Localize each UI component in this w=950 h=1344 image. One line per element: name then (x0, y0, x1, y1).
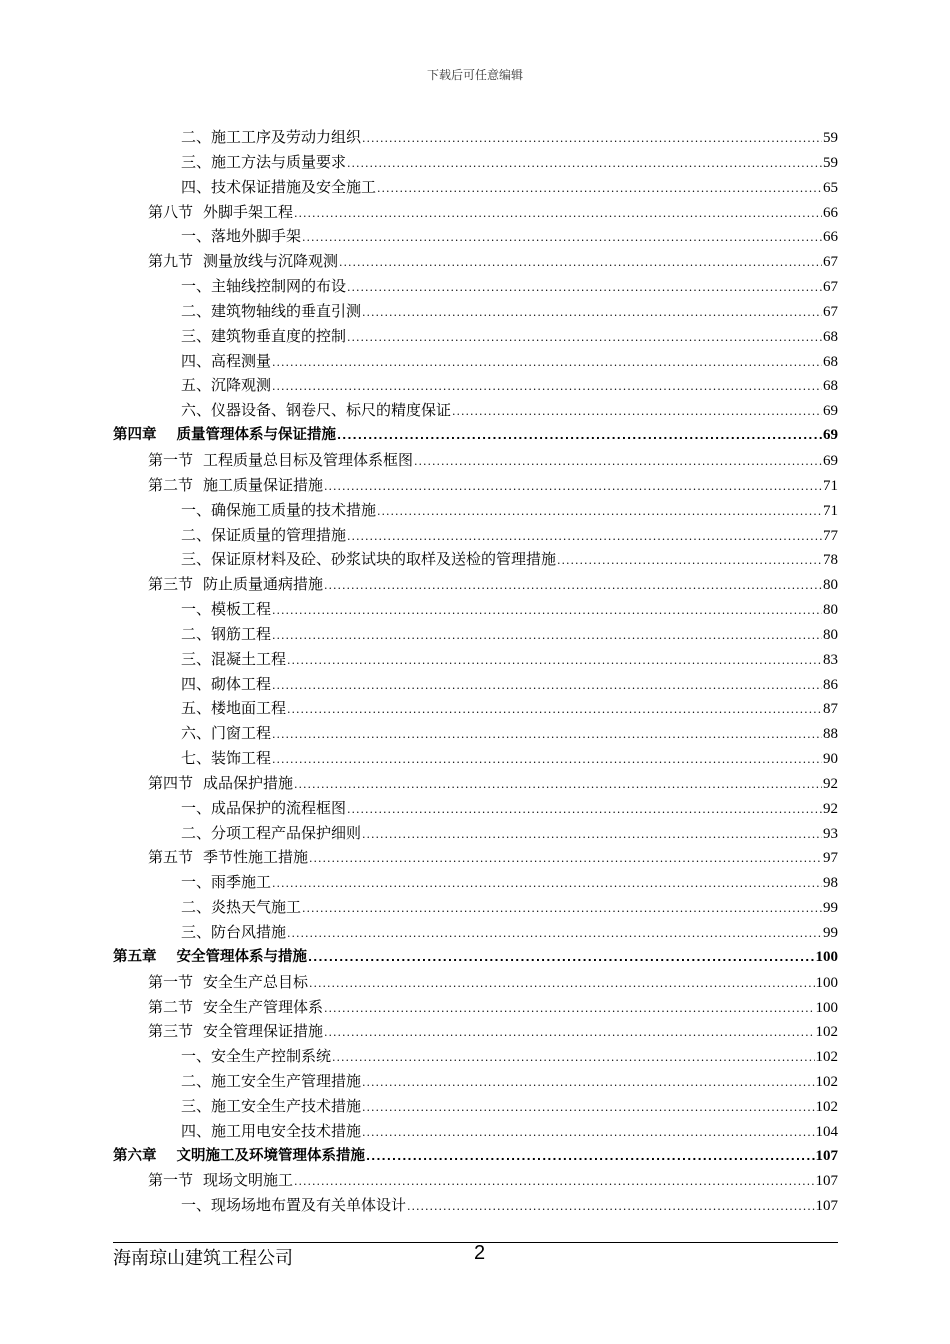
toc-entry-title (181, 324, 346, 349)
toc-entry-section[interactable] (113, 845, 838, 870)
toc-dot-leader (362, 1071, 814, 1096)
toc-entry-text: 雨季施工 (211, 873, 272, 892)
toc-entry-title (181, 696, 286, 721)
toc-dot-leader (272, 375, 822, 400)
toc-entry-item[interactable] (113, 1193, 838, 1218)
toc-entry-item[interactable] (113, 796, 838, 821)
toc-entry-number: 一、 (181, 798, 212, 817)
toc-entry-title (181, 349, 271, 374)
toc-entry-text: 施工用电安全技术措施 (211, 1121, 362, 1140)
toc-entry-number: 三、 (181, 649, 212, 668)
toc-entry-title (181, 498, 376, 523)
toc-entry-number: 二、 (181, 898, 212, 917)
toc-entry-text: 技术保证措施及安全施工 (211, 177, 377, 196)
toc-entry-item[interactable] (113, 547, 838, 572)
toc-entry-number: 三、 (181, 1096, 212, 1115)
toc-entry-item[interactable] (113, 299, 838, 324)
toc-dot-leader (339, 251, 822, 276)
toc-entry-number: 一、 (181, 227, 212, 246)
toc-entry-page: 66 (823, 229, 838, 246)
toc-entry-number: 一、 (181, 1196, 212, 1215)
toc-entry-text: 建筑物轴线的垂直引测 (211, 301, 362, 320)
toc-entry-item[interactable] (113, 274, 838, 299)
toc-entry-item[interactable] (113, 821, 838, 846)
toc-entry-title (148, 249, 338, 274)
toc-entry-number: 四、 (181, 674, 212, 693)
toc-entry-number: 二、 (181, 301, 212, 320)
toc-entry-page: 102 (815, 1049, 838, 1066)
toc-entry-page: 65 (823, 179, 838, 196)
toc-entry-page: 66 (823, 204, 838, 221)
toc-entry-text: 工程质量总目标及管理体系框图 (203, 450, 414, 469)
toc-dot-leader (407, 1195, 814, 1220)
toc-entry-number: 一、 (181, 500, 212, 519)
header-note: 下载后可任意编辑 (426, 68, 523, 82)
toc-dot-leader (294, 202, 822, 227)
toc-entry-section[interactable] (113, 970, 838, 995)
toc-dot-leader (362, 823, 822, 848)
toc-dot-leader (324, 997, 814, 1022)
toc-entry-page: 80 (823, 626, 838, 643)
toc-entry-page: 102 (815, 1074, 838, 1091)
toc-entry-item[interactable] (113, 373, 838, 398)
toc-dot-leader (347, 326, 822, 351)
toc-entry-number: 三、 (181, 326, 212, 345)
toc-entry-page: 88 (823, 726, 838, 743)
toc-entry-title (148, 1019, 323, 1044)
toc-entry-text: 质量管理体系与保证措施 (176, 427, 336, 444)
toc-entry-title (181, 672, 271, 697)
toc-entry-page: 100 (815, 948, 838, 965)
toc-dot-leader (337, 424, 822, 449)
toc-dot-leader (362, 301, 822, 326)
toc-dot-leader (377, 177, 822, 202)
toc-entry-number: 四、 (181, 177, 212, 196)
toc-entry-number: 三、 (181, 923, 212, 941)
toc-dot-leader (377, 500, 822, 525)
toc-entry-number: 第九节 (148, 252, 194, 271)
toc-entry-page: 67 (823, 303, 838, 320)
toc-dot-leader (362, 1121, 814, 1146)
toc-entry-number: 第五节 (148, 848, 194, 867)
toc-entry-number: 三、 (181, 152, 212, 171)
toc-entry-text: 高程测量 (211, 351, 272, 370)
toc-entry-title (181, 721, 271, 746)
toc-entry-number: 二、 (181, 128, 212, 146)
toc-entry-title (113, 945, 307, 970)
toc-dot-leader (557, 549, 822, 574)
toc-entry-text: 混凝土工程 (211, 649, 287, 668)
toc-entry-item[interactable] (113, 1069, 838, 1094)
toc-entry-page: 68 (823, 378, 838, 395)
toc-dot-leader (324, 574, 822, 599)
toc-entry-text: 门窗工程 (211, 724, 272, 743)
toc-dot-leader (347, 152, 822, 177)
toc-entry-page: 102 (815, 1024, 838, 1041)
toc-entry-page: 92 (823, 775, 838, 792)
toc-entry-item[interactable] (113, 125, 838, 150)
toc-entry-number: 四、 (181, 351, 212, 370)
toc-entry-text: 沉降观测 (211, 376, 272, 395)
toc-entry-page: 59 (823, 154, 838, 171)
toc-entry-text: 分项工程产品保护细则 (211, 823, 362, 842)
toc-dot-leader (294, 773, 822, 798)
toc-entry-text: 防台风措施 (211, 923, 287, 941)
toc-entry-item[interactable] (113, 746, 838, 771)
toc-entry-page: 83 (823, 651, 838, 668)
toc-dot-leader (272, 351, 822, 376)
toc-entry-title (148, 448, 413, 473)
toc-entry-title (181, 299, 361, 324)
toc-entry-text: 外脚手架工程 (203, 202, 294, 221)
toc-entry-page: 87 (823, 701, 838, 718)
toc-entry-title (148, 200, 293, 225)
toc-entry-title (148, 473, 323, 498)
toc-dot-leader (347, 525, 822, 550)
toc-entry-number: 一、 (181, 600, 212, 619)
toc-entry-number: 二、 (181, 624, 212, 643)
toc-entry-item[interactable] (113, 1119, 838, 1144)
toc-entry-item[interactable] (113, 175, 838, 200)
toc-entry-text: 安全管理保证措施 (203, 1022, 324, 1041)
toc-entry-number: 二、 (181, 823, 212, 842)
toc-entry-title (181, 398, 451, 423)
toc-entry-number: 一、 (181, 277, 212, 296)
toc-dot-leader (272, 872, 822, 897)
toc-entry-item[interactable] (113, 647, 838, 672)
toc-entry-title (181, 796, 346, 821)
toc-entry-text: 文明施工及环境管理体系措施 (176, 1147, 365, 1164)
toc-entry-item[interactable] (113, 597, 838, 622)
toc-dot-leader (452, 400, 822, 425)
toc-entry-text: 现场文明施工 (203, 1171, 294, 1190)
toc-entry-item[interactable] (113, 1094, 838, 1119)
toc-entry-text: 保证质量的管理措施 (211, 525, 347, 544)
toc-entry-text: 施工工序及劳动力组织 (211, 128, 362, 146)
toc-entry-title (148, 771, 293, 796)
toc-entry-page: 99 (823, 925, 838, 941)
toc-dot-leader (272, 674, 822, 699)
toc-entry-page: 92 (823, 800, 838, 817)
toc-entry-title (113, 1144, 365, 1169)
toc-entry-title (113, 423, 336, 448)
toc-entry-title (181, 523, 346, 548)
toc-entry-number: 第一节 (148, 1171, 194, 1190)
toc-entry-page: 77 (823, 527, 838, 544)
toc-entry-page: 104 (815, 1123, 838, 1140)
toc-entry-page: 107 (815, 1198, 838, 1215)
toc-entry-page: 86 (823, 676, 838, 693)
toc-entry-page: 100 (815, 999, 838, 1016)
toc-entry-text: 现场场地布置及有关单体设计 (211, 1196, 407, 1215)
toc-entry-page: 68 (823, 328, 838, 345)
toc-entry-page: 71 (823, 477, 838, 494)
toc-entry-chapter[interactable] (113, 945, 838, 970)
toc-entry-title (148, 970, 308, 995)
toc-dot-leader (362, 127, 822, 152)
toc-entry-title (148, 995, 323, 1020)
toc-entry-text: 安全管理体系与措施 (176, 948, 307, 965)
toc-entry-section[interactable] (113, 995, 838, 1020)
toc-entry-text: 保证原材料及砼、砂浆试块的取样及送检的管理措施 (211, 550, 557, 569)
toc-entry-page: 69 (823, 427, 838, 444)
toc-entry-chapter[interactable] (113, 423, 838, 448)
toc-dot-leader (294, 1170, 814, 1195)
toc-dot-leader (272, 624, 822, 649)
toc-entry-page: 67 (823, 254, 838, 271)
toc-entry-text: 季节性施工措施 (203, 848, 309, 867)
toc-entry-text: 施工安全生产管理措施 (211, 1072, 362, 1091)
toc-entry-item[interactable] (113, 523, 838, 548)
toc-dot-leader (366, 1145, 815, 1170)
toc-entry-item[interactable] (113, 498, 838, 523)
toc-entry-page: 69 (823, 452, 838, 469)
toc-entry-title (148, 572, 323, 597)
toc-entry-number: 第三节 (148, 575, 194, 594)
toc-entry-item[interactable] (113, 721, 838, 746)
footer-page-number: 2 (474, 1242, 486, 1264)
toc-entry-text: 施工质量保证措施 (203, 475, 324, 494)
toc-dot-leader (272, 748, 822, 773)
toc-entry-text: 炎热天气施工 (211, 898, 302, 917)
toc-dot-leader (272, 723, 822, 748)
toc-entry-page: 69 (823, 403, 838, 420)
toc-entry-page: 98 (823, 875, 838, 892)
toc-entry-page: 59 (823, 130, 838, 146)
toc-entry-section[interactable] (113, 1168, 838, 1193)
toc-dot-leader (272, 599, 822, 624)
toc-entry-page: 71 (823, 502, 838, 519)
toc-entry-title (181, 920, 286, 945)
toc-entry-title (181, 821, 361, 846)
toc-entry-section[interactable] (113, 448, 838, 473)
toc-entry-item[interactable] (113, 349, 838, 374)
toc-entry-number: 七、 (181, 749, 212, 768)
toc-entry-title (181, 1119, 361, 1144)
toc-dot-leader (332, 1046, 814, 1071)
toc-entry-text: 安全生产总目标 (203, 972, 309, 991)
toc-entry-page: 90 (823, 751, 838, 768)
toc-entry-title (181, 895, 301, 920)
toc-entry-number: 一、 (181, 1047, 212, 1066)
toc-entry-number: 第一节 (148, 450, 194, 469)
toc-entry-title (181, 1193, 406, 1218)
toc-entry-title (181, 1094, 361, 1119)
toc-entry-text: 仪器设备、钢卷尺、标尺的精度保证 (211, 401, 452, 420)
footer-company-name: 海南琼山建筑工程公司 (113, 1248, 293, 1269)
toc-entry-page: 93 (823, 825, 838, 842)
toc-entry-chapter[interactable] (113, 1144, 838, 1169)
toc-entry-number: 第八节 (148, 202, 194, 221)
toc-entry-item[interactable] (113, 672, 838, 697)
toc-entry-title (181, 373, 271, 398)
toc-entry-page: 80 (823, 577, 838, 594)
toc-entry-number: 第二节 (148, 997, 194, 1016)
toc-entry-page: 68 (823, 353, 838, 370)
toc-entry-number: 六、 (181, 724, 212, 743)
toc-entry-title (148, 845, 308, 870)
toc-entry-text: 主轴线控制网的布设 (211, 277, 347, 296)
toc-entry-title (181, 175, 376, 200)
toc-entry-text: 安全生产控制系统 (211, 1047, 332, 1066)
toc-entry-number: 四、 (181, 1121, 212, 1140)
toc-dot-leader (324, 475, 822, 500)
toc-entry-text: 成品保护措施 (203, 773, 294, 792)
toc-entry-page: 67 (823, 279, 838, 296)
toc-entry-text: 防止质量通病措施 (203, 575, 324, 594)
toc-dot-leader (302, 226, 822, 251)
toc-entry-page: 107 (815, 1147, 838, 1164)
toc-dot-leader (414, 450, 822, 475)
toc-entry-text: 楼地面工程 (211, 699, 287, 718)
toc-dot-leader (347, 276, 822, 301)
toc-entry-text: 钢筋工程 (211, 624, 272, 643)
toc-entry-section[interactable] (113, 249, 838, 274)
toc-dot-leader (287, 698, 822, 723)
toc-entry-number: 五、 (181, 699, 212, 718)
toc-entry-number: 第三节 (148, 1022, 194, 1041)
toc-entry-title (181, 870, 271, 895)
toc-entry-title (181, 150, 346, 175)
toc-dot-leader (308, 946, 815, 971)
toc-entry-text: 砌体工程 (211, 674, 272, 693)
toc-entry-number: 三、 (181, 550, 212, 569)
table-of-contents (113, 125, 838, 1218)
toc-entry-page: 107 (815, 1173, 838, 1190)
toc-entry-text: 建筑物垂直度的控制 (211, 326, 347, 345)
toc-entry-item[interactable] (113, 895, 838, 920)
toc-dot-leader (287, 922, 822, 947)
toc-dot-leader (309, 847, 822, 872)
toc-dot-leader (362, 1096, 814, 1121)
toc-entry-number: 二、 (181, 525, 212, 544)
toc-entry-title (181, 597, 271, 622)
toc-entry-number: 第四章 (113, 427, 157, 444)
toc-entry-title (181, 622, 271, 647)
toc-entry-text: 施工安全生产技术措施 (211, 1096, 362, 1115)
toc-entry-page: 97 (823, 850, 838, 867)
toc-entry-title (181, 224, 301, 249)
toc-entry-number: 第六章 (113, 1147, 157, 1164)
toc-entry-number: 第一节 (148, 972, 194, 991)
toc-entry-text: 装饰工程 (211, 749, 272, 768)
toc-dot-leader (324, 1021, 814, 1046)
toc-entry-title (148, 1168, 293, 1193)
toc-entry-text: 成品保护的流程框图 (211, 798, 347, 817)
toc-entry-item[interactable] (113, 1044, 838, 1069)
toc-entry-item[interactable] (113, 622, 838, 647)
toc-entry-number: 二、 (181, 1072, 212, 1091)
toc-entry-page: 102 (815, 1098, 838, 1115)
toc-entry-section[interactable] (113, 200, 838, 225)
toc-entry-item[interactable] (113, 398, 838, 423)
toc-entry-page: 80 (823, 602, 838, 619)
toc-entry-title (181, 1044, 331, 1069)
toc-entry-title (181, 1069, 361, 1094)
toc-entry-item[interactable] (113, 696, 838, 721)
toc-entry-item[interactable] (113, 920, 838, 945)
toc-entry-text: 模板工程 (211, 600, 272, 619)
toc-entry-number: 一、 (181, 873, 212, 892)
toc-entry-title (181, 274, 346, 299)
toc-entry-item[interactable] (113, 224, 838, 249)
toc-entry-title (181, 125, 361, 150)
toc-entry-page: 100 (815, 974, 838, 991)
toc-entry-page: 78 (823, 552, 838, 569)
toc-entry-section[interactable] (113, 572, 838, 597)
toc-entry-number: 五、 (181, 376, 212, 395)
toc-entry-section[interactable] (113, 473, 838, 498)
toc-entry-text: 施工方法与质量要求 (211, 152, 347, 171)
toc-entry-number: 六、 (181, 401, 212, 420)
toc-entry-item[interactable] (113, 870, 838, 895)
toc-entry-number: 第二节 (148, 475, 194, 494)
toc-entry-text: 确保施工质量的技术措施 (211, 500, 377, 519)
toc-entry-text: 安全生产管理体系 (203, 997, 324, 1016)
toc-entry-title (181, 647, 286, 672)
toc-entry-section[interactable] (113, 771, 838, 796)
toc-entry-item[interactable] (113, 324, 838, 349)
toc-entry-text: 测量放线与沉降观测 (203, 252, 339, 271)
toc-dot-leader (302, 897, 822, 922)
toc-dot-leader (309, 972, 814, 997)
toc-entry-section[interactable] (113, 1019, 838, 1044)
toc-entry-item[interactable] (113, 150, 838, 175)
toc-dot-leader (287, 649, 822, 674)
toc-dot-leader (347, 798, 822, 823)
toc-entry-page: 99 (823, 900, 838, 917)
toc-entry-title (181, 547, 556, 572)
toc-entry-number: 第四节 (148, 773, 194, 792)
toc-entry-text: 落地外脚手架 (211, 227, 302, 246)
toc-entry-title (181, 746, 271, 771)
toc-entry-number: 第五章 (113, 948, 157, 965)
